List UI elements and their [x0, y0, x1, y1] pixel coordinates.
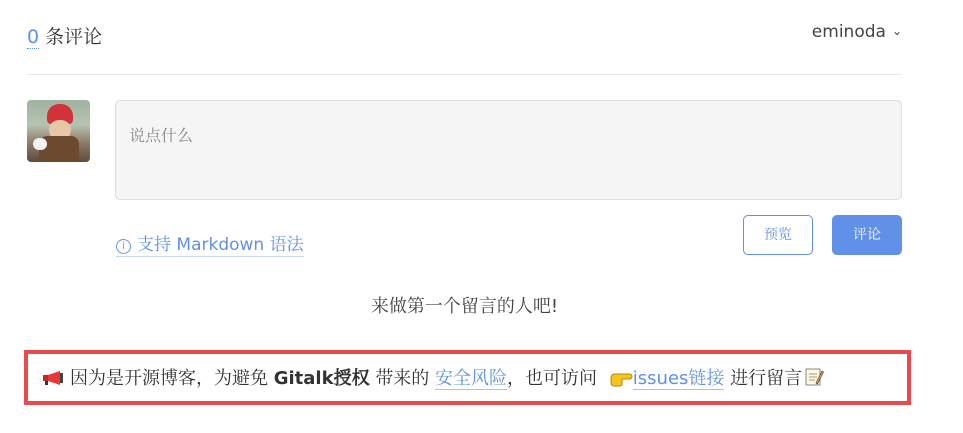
notice-text	[42, 364, 824, 390]
notice-box	[24, 350, 911, 405]
pointing-hand-icon	[609, 369, 633, 387]
comment-count	[27, 22, 102, 49]
empty-comments-text: 来做第一个留言的人吧!	[370, 296, 559, 317]
comments-header	[27, 20, 902, 50]
preview-button[interactable]: 预览	[743, 215, 813, 255]
user-menu[interactable]	[812, 22, 902, 42]
divider	[27, 74, 902, 75]
chevron-down-icon[interactable]: ⌄	[891, 24, 902, 38]
comment-count-number: 0	[27, 26, 40, 48]
markdown-help-label: 支持 Markdown 语法	[137, 235, 304, 255]
megaphone-icon	[42, 370, 64, 386]
comment-count-label: 条评论	[45, 26, 103, 48]
notice-text-3: ，也可访问	[507, 368, 598, 389]
avatar[interactable]	[27, 100, 90, 162]
notice-text-4: 进行留言	[730, 368, 803, 389]
security-risk-link[interactable]: 安全风险	[435, 368, 508, 389]
memo-icon	[804, 367, 824, 387]
notice-text-1: 因为是开源博客，为避免	[70, 368, 268, 389]
username[interactable]: eminoda	[811, 22, 886, 42]
issues-link[interactable]: issues链接	[632, 368, 725, 389]
notice-text-2: 带来的	[375, 368, 430, 389]
markdown-help-link[interactable]	[116, 230, 304, 257]
comment-textarea[interactable]	[115, 100, 902, 200]
notice-bold: Gitalk授权	[273, 368, 370, 389]
info-icon: i	[116, 239, 131, 254]
submit-comment-button[interactable]: 评论	[832, 215, 902, 255]
comment-placeholder: 说点什么	[129, 126, 194, 145]
